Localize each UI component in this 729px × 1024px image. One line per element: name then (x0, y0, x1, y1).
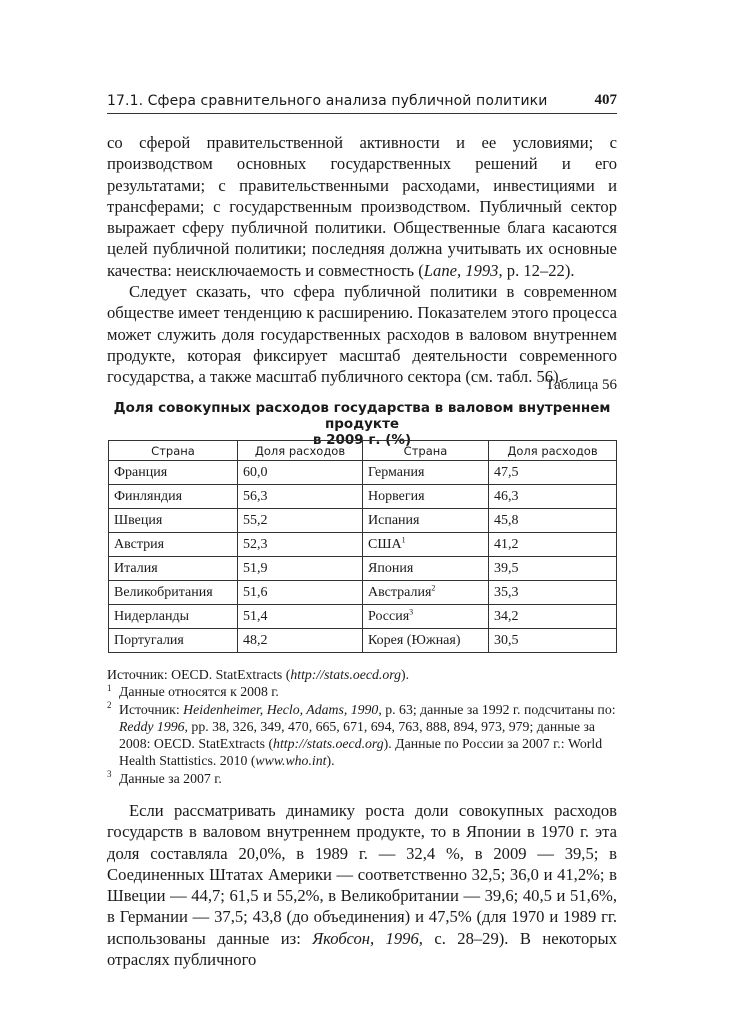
citation: Lane, 1993 (423, 260, 499, 280)
country-cell: США$^1$ (363, 533, 489, 557)
paragraph-3: Если рассматривать динамику роста доли совокупных расходов государств в валовом внутреннем продукте, то в Японии в 1970 г. эта доля составляла 20,0%, в 1989 г. — 32,4 %, в 2009 — 39,5; в Соединенных Штатах Америки — соответственно 32,5; 36,0 и 41,2%; в Швеции — 44,7; 61,5 и 55,2%, в Великобритании — 39,6; 40,5 и 51,6%, в Германии — 37,5; 43,8 (до объединения) и 47,5% (для 1970 и 1989 гг. использованы данные из: Якобсон, 1996, с. 28–29). В некоторых отраслях публичного (107, 801, 617, 970)
column-header: Доля расходов (238, 441, 363, 461)
table-row (109, 509, 617, 533)
body-text-top (107, 132, 617, 388)
footnote-mark: 1 (401, 534, 406, 544)
country-cell: Испания (363, 509, 489, 533)
data-table (108, 440, 617, 653)
table-row (109, 581, 617, 605)
paragraph-2: Следует сказать, что сфера публичной политики в современном обществе имеет тенденцию к расширению. Показателем этого процесса может служить доля государственных расходов в валовом внутреннем продукте, которая фиксирует масштаб деятельности современного государства, а также масштаб публичного сектора (см. табл. 56). (107, 282, 617, 387)
country-cell: Корея (Южная) (363, 629, 489, 653)
column-header: Доля расходов (489, 441, 617, 461)
footnote-mark: 3 (409, 606, 414, 616)
value-cell: 55,2 (238, 509, 363, 533)
table-header-row (109, 441, 617, 461)
table-label: Таблица 56 (545, 377, 617, 393)
value-cell: 51,9 (238, 557, 363, 581)
value-cell: 56,3 (238, 485, 363, 509)
country-cell: Швеция (109, 509, 238, 533)
value-cell: 51,4 (238, 605, 363, 629)
country-cell: Великобритания (109, 581, 238, 605)
table-notes (107, 666, 617, 787)
footnote-2: 2 Источник: Heidenheimer, Heclo, Adams, 1990, p. 63; данные за 1992 г. подсчитаны по: Reddy 1996, pp. 38, 326, 349, 470, 665, 671, 694, 763, 888, 894, 973, 979; данные за 2008: OECD. StatExtracts (http://stats.oecd.org). Данные по России за 2007 г.: World Health Stattistics. 2010 (www.who.int). (107, 700, 616, 769)
country-cell: Австрия (109, 533, 238, 557)
value-cell: 45,8 (489, 509, 617, 533)
table-row (109, 605, 617, 629)
column-header: Страна (363, 441, 489, 461)
chapter-title: 17.1. Сфера сравнительного анализа публичной политики (107, 93, 548, 109)
table-title: Доля совокупных расходов государства в валовом внутреннем продукте в 2009 г. (%) (113, 400, 611, 448)
value-cell: 48,2 (238, 629, 363, 653)
table-row (109, 557, 617, 581)
value-cell: 39,5 (489, 557, 617, 581)
table-row (109, 533, 617, 557)
country-cell: Норвегия (363, 485, 489, 509)
country-cell: Нидерланды (109, 605, 238, 629)
country-cell: Португалия (109, 629, 238, 653)
value-cell: 35,3 (489, 581, 617, 605)
column-header: Страна (109, 441, 238, 461)
value-cell: 34,2 (489, 605, 617, 629)
value-cell: 52,3 (238, 533, 363, 557)
value-cell: 51,6 (238, 581, 363, 605)
country-cell: Германия (363, 461, 489, 485)
running-header (107, 93, 617, 114)
value-cell: 46,3 (489, 485, 617, 509)
source-note: Источник: OECD. StatExtracts (http://stats.oecd.org). (107, 667, 410, 682)
country-cell: Япония (363, 557, 489, 581)
country-cell: Франция (109, 461, 238, 485)
value-cell: 60,0 (238, 461, 363, 485)
citation: Якобсон, 1996 (312, 928, 419, 948)
table-row (109, 485, 617, 509)
country-cell: Австралия$^2$ (363, 581, 489, 605)
body-text-bottom (107, 800, 617, 970)
value-cell: 30,5 (489, 629, 617, 653)
value-cell: 41,2 (489, 533, 617, 557)
country-cell: Финляндия (109, 485, 238, 509)
footnote-1: 1 Данные относятся к 2008 г. (107, 682, 279, 700)
country-cell: Италия (109, 557, 238, 581)
page-number: 407 (594, 92, 617, 108)
paragraph-1: со сферой правительственной активности и ее условиями; с производством основных государственных решений и его результатами; с правительственными расходами, инвестициями и трансферами; с государственным производством. Публичный сектор выражает сферу публичной политики. Общественные блага касаются целей публичной политики; последняя должна учитывать их основные качества: неисключаемость и совместность (Lane, 1993, p. 12–22). (107, 133, 617, 280)
footnote-mark: 2 (431, 582, 436, 592)
country-cell: Россия$^3$ (363, 605, 489, 629)
table-row (109, 461, 617, 485)
footnote-3: 3 Данные за 2007 г. (107, 769, 222, 786)
table-row (109, 629, 617, 653)
value-cell: 47,5 (489, 461, 617, 485)
